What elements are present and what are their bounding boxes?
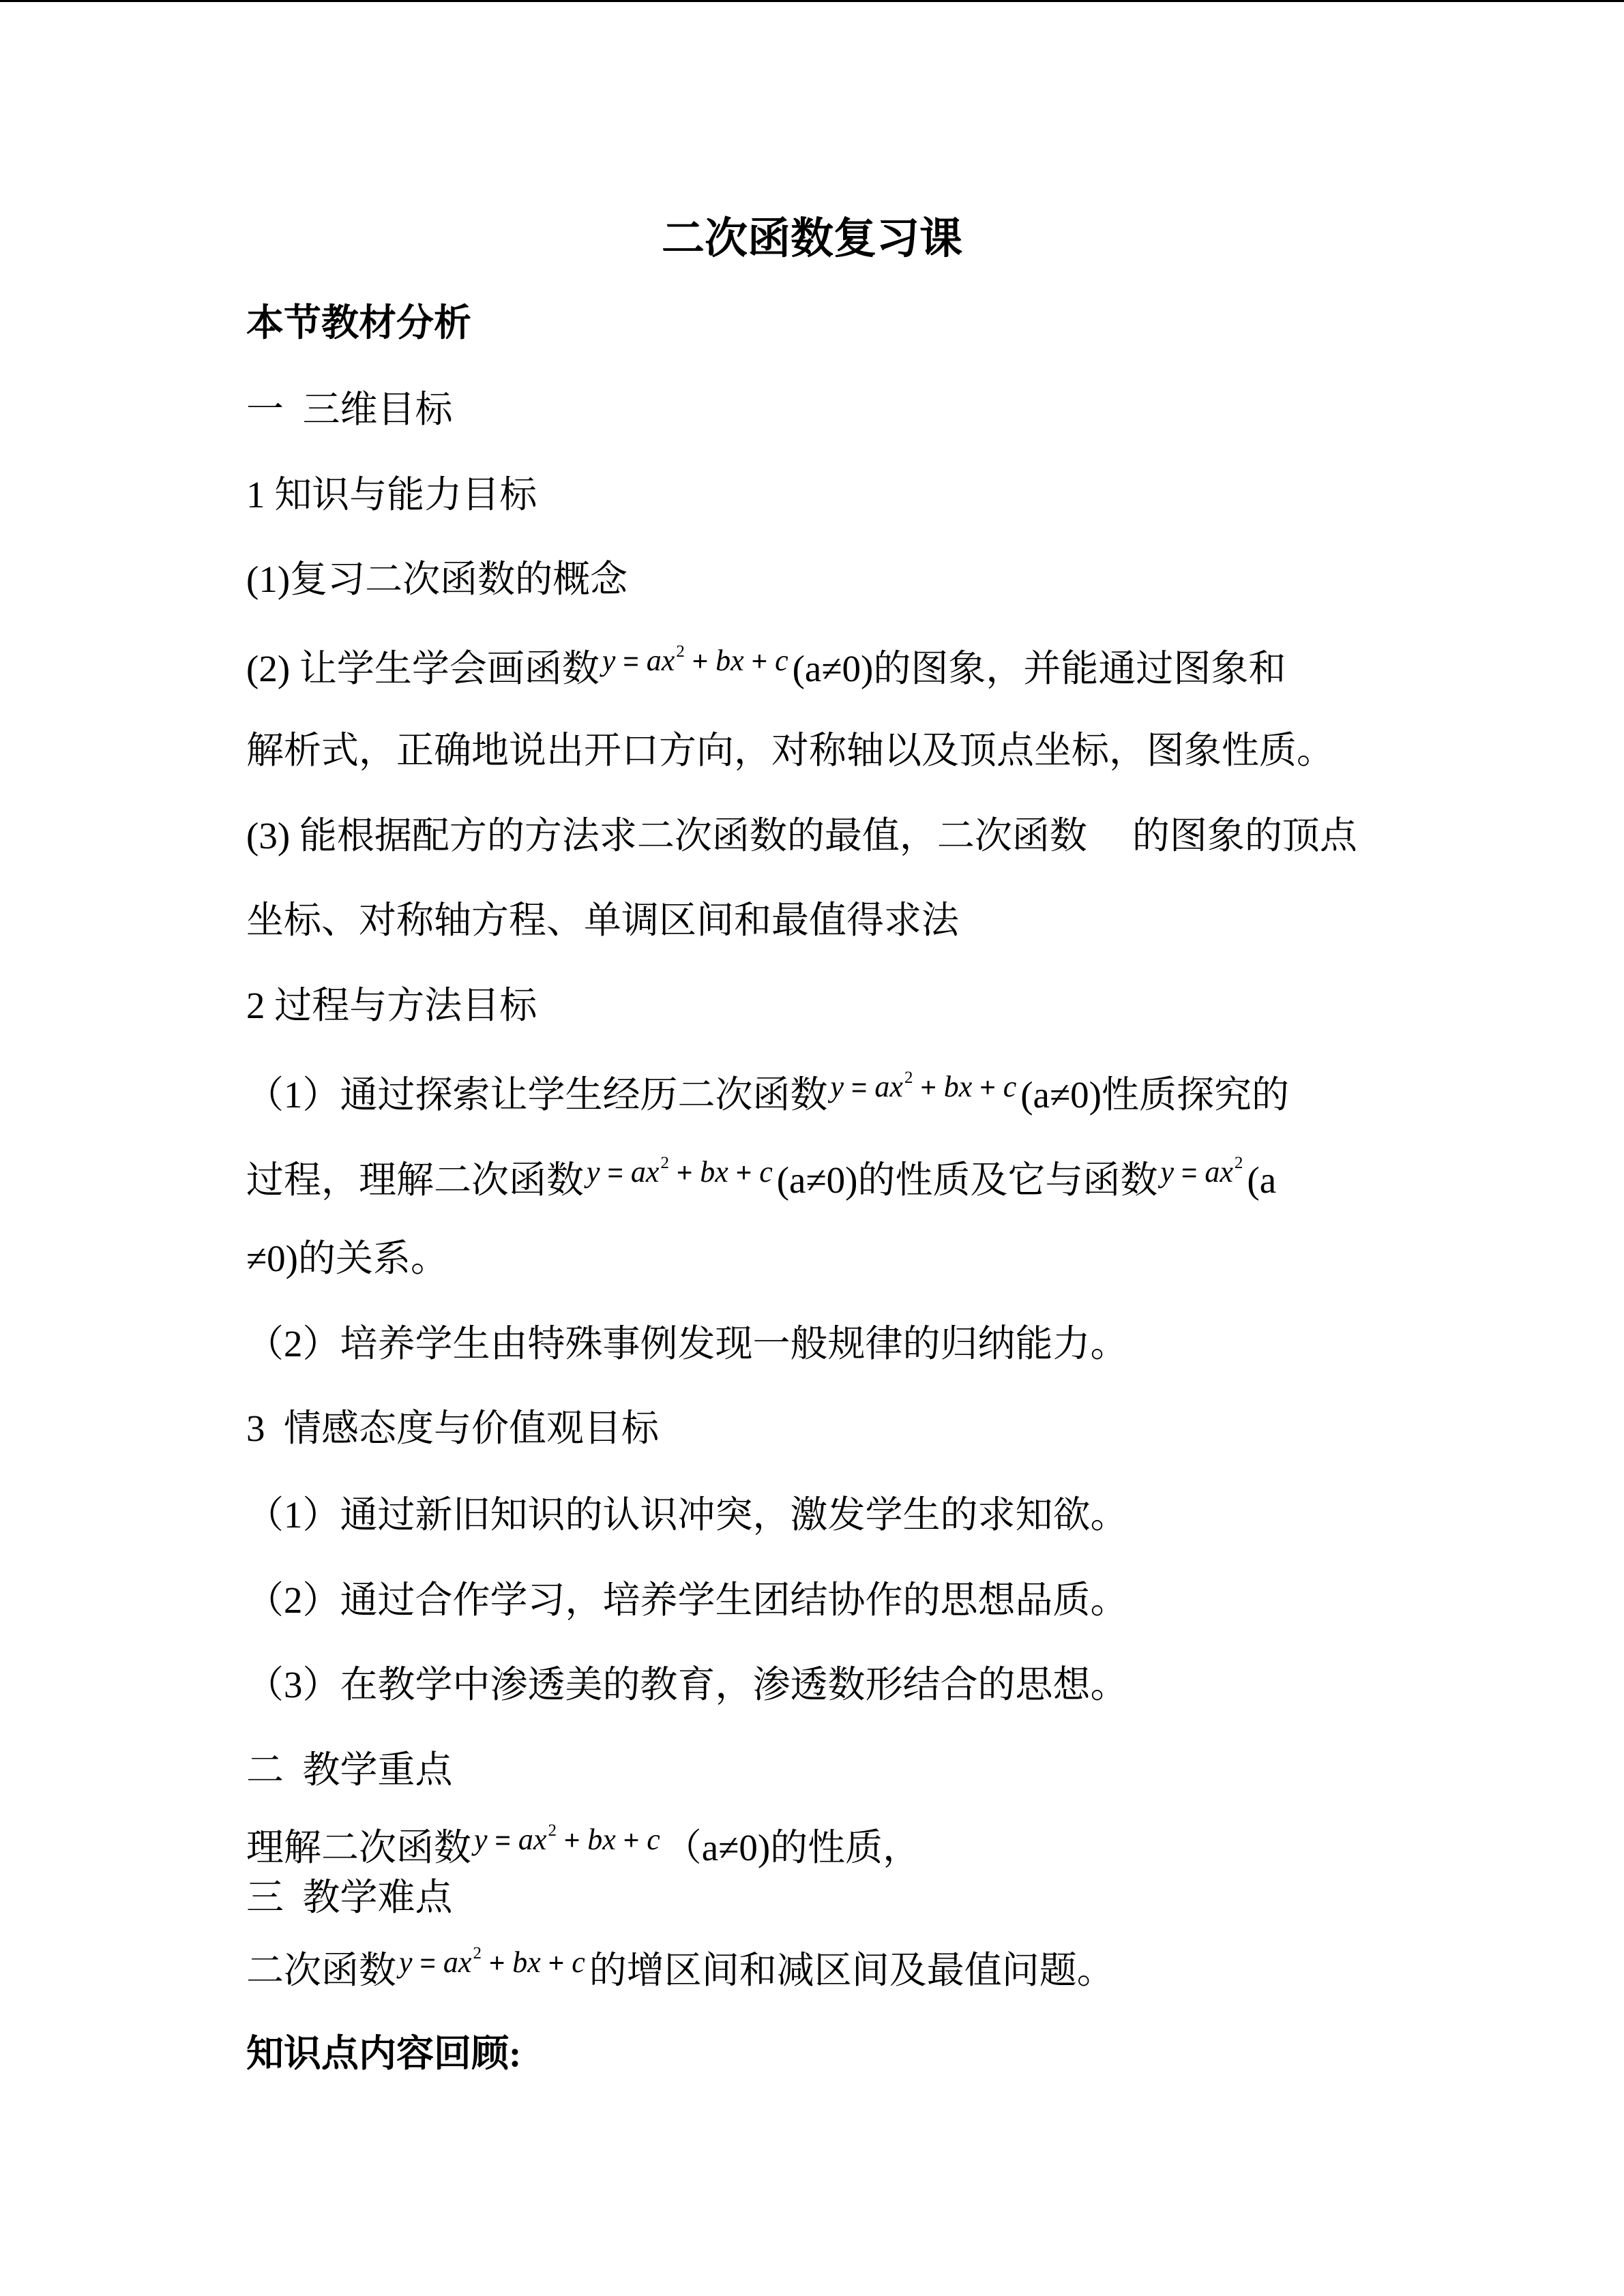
formula-bx: bx xyxy=(587,1823,616,1856)
quadratic-formula xyxy=(399,1944,585,1979)
process-item-2: （2）培养学生由特殊事例发现一般规律的归纳能力。 xyxy=(246,1323,1128,1365)
knowledge-item-3-prefix: (3) 能根据配方的方法求二次函数的最值，二次函数 xyxy=(246,815,1087,856)
formula-c: c xyxy=(759,1155,773,1189)
formula-equals: = xyxy=(607,1158,623,1188)
formula-exponent: 2 xyxy=(1234,1154,1243,1172)
formula-y: y xyxy=(587,1155,600,1189)
formula-plus: + xyxy=(623,1825,640,1855)
formula-exponent: 2 xyxy=(473,1944,482,1963)
square-formula xyxy=(1160,1154,1243,1189)
difficulty-heading: 三 教学难点 xyxy=(246,1877,453,1918)
quadratic-formula xyxy=(474,1821,660,1856)
process-goals-heading: 2 过程与方法目标 xyxy=(246,985,537,1026)
formula-y: y xyxy=(830,1070,844,1103)
formula-exponent: 2 xyxy=(548,1821,557,1840)
knowledge-item-2-continued: 解析式，正确地说出开口方向，对称轴以及顶点坐标，图象性质。 xyxy=(246,730,1335,771)
knowledge-item-3-continued: 坐标、对称轴方程、单调区间和最值得求法 xyxy=(246,899,960,941)
attitude-item-2: （2）通过合作学习，培养学生团结协作的思想品质。 xyxy=(246,1579,1128,1621)
formula-bx: bx xyxy=(943,1070,973,1103)
formula-exponent: 2 xyxy=(904,1069,913,1087)
process-item-1-end: ≠0)的关系。 xyxy=(246,1238,449,1279)
formula-bx: bx xyxy=(512,1945,541,1979)
formula-equals: = xyxy=(494,1825,511,1855)
formula-exponent: 2 xyxy=(660,1154,669,1172)
key-point-heading: 二 教学重点 xyxy=(246,1749,453,1791)
formula-ax: ax xyxy=(630,1155,660,1189)
formula-c: c xyxy=(572,1945,585,1979)
formula-y: y xyxy=(1160,1155,1174,1189)
formula-plus: + xyxy=(563,1825,580,1855)
formula-exponent: 2 xyxy=(676,642,685,661)
knowledge-goals-heading: 1 知识与能力目标 xyxy=(246,474,537,516)
formula-equals: = xyxy=(623,646,639,676)
attitude-item-1: （1）通过新旧知识的认识冲突，激发学生的求知欲。 xyxy=(246,1494,1128,1536)
page-top-border xyxy=(0,0,1624,2)
formula-bx: bx xyxy=(715,644,744,677)
formula-c: c xyxy=(775,644,788,677)
process-item-1-continued xyxy=(246,1153,1276,1208)
formula-ax: ax xyxy=(874,1070,903,1103)
difficulty-text-prefix: 二次函数 xyxy=(246,1950,397,1991)
formula-ax: ax xyxy=(1205,1155,1233,1189)
difficulty-text xyxy=(246,1943,1114,1998)
formula-y: y xyxy=(602,644,616,677)
formula-c: c xyxy=(647,1823,660,1856)
knowledge-item-2 xyxy=(246,642,1286,696)
formula-y: y xyxy=(474,1823,488,1856)
formula-plus: + xyxy=(548,1948,565,1978)
key-point-text xyxy=(246,1821,920,1875)
attitude-item-3: （3）在教学中渗透美的教育，渗透数形结合的思想。 xyxy=(246,1664,1128,1705)
process-item-1-cont-suffix: (a xyxy=(1247,1159,1277,1201)
page-title: 二次函数复习课 xyxy=(662,215,962,263)
process-item-1 xyxy=(246,1068,1289,1122)
formula-plus: + xyxy=(979,1073,996,1103)
process-item-1-suffix: (a≠0)性质探究的 xyxy=(1020,1074,1289,1116)
key-point-text-suffix: （a≠0)的性质， xyxy=(664,1827,921,1868)
section-heading-analysis: 本节教材分析 xyxy=(246,302,472,344)
formula-y: y xyxy=(399,1945,413,1979)
key-point-text-prefix: 理解二次函数 xyxy=(246,1827,472,1868)
formula-plus: + xyxy=(488,1948,505,1978)
formula-equals: = xyxy=(1181,1158,1198,1188)
formula-plus: + xyxy=(920,1073,936,1103)
difficulty-text-suffix: 的增区间和减区间及最值问题。 xyxy=(589,1950,1114,1991)
formula-plus: + xyxy=(751,646,768,676)
knowledge-item-2-suffix: (a≠0)的图象，并能通过图象和 xyxy=(792,648,1286,689)
attitude-goals-heading: 3 情感态度与价值观目标 xyxy=(246,1407,660,1449)
formula-ax: ax xyxy=(646,644,675,677)
formula-bx: bx xyxy=(700,1155,728,1189)
formula-equals: = xyxy=(851,1073,868,1103)
goals-heading: 一 三维目标 xyxy=(246,389,453,430)
knowledge-item-2-prefix: (2) 让学生学会画函数 xyxy=(246,648,600,689)
formula-equals: = xyxy=(419,1948,436,1978)
knowledge-item-1: (1)复习二次函数的概念 xyxy=(246,558,628,600)
process-item-1-cont-mid: (a≠0)的性质及它与函数 xyxy=(776,1159,1158,1201)
review-heading: 知识点内容回顾: xyxy=(246,2033,522,2074)
quadratic-formula xyxy=(830,1069,1017,1103)
formula-plus: + xyxy=(692,646,709,676)
formula-plus: + xyxy=(735,1158,752,1188)
knowledge-item-3-suffix: 的图象的顶点 xyxy=(1132,815,1357,856)
process-item-1-prefix: （1）通过探索让学生经历二次函数 xyxy=(246,1074,828,1116)
quadratic-formula xyxy=(602,642,788,677)
quadratic-formula xyxy=(587,1154,773,1189)
formula-ax: ax xyxy=(443,1945,472,1979)
process-item-1-cont-prefix: 过程，理解二次函数 xyxy=(246,1159,585,1201)
formula-c: c xyxy=(1003,1070,1017,1103)
knowledge-item-3 xyxy=(246,809,1357,863)
formula-plus: + xyxy=(676,1158,693,1188)
formula-ax: ax xyxy=(518,1823,547,1856)
